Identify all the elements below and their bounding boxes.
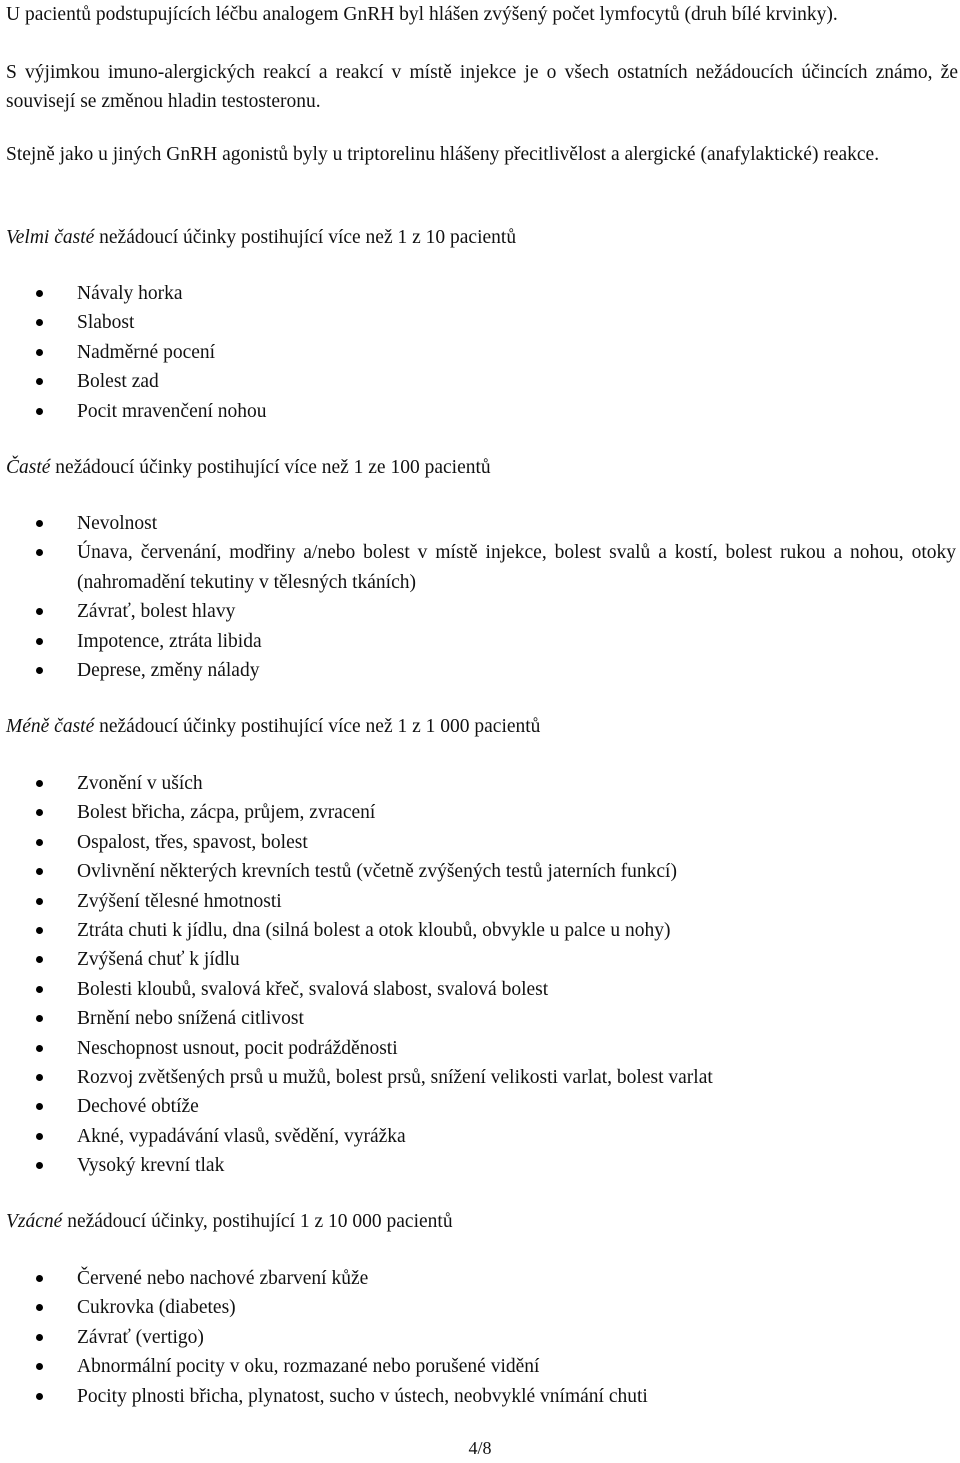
section-heading-common: [6, 453, 958, 482]
bullet-icon: [36, 378, 43, 385]
bullet-icon: [36, 549, 43, 556]
intro-paragraph-testosterone: S výjimkou imuno-alergických reakcí a reakcí v místě injekce je o všech ostatních nežádoucích účincích známo, že souvisejí se změnou hladin testosteronu.: [6, 62, 958, 113]
frequency-label: Velmi časté: [6, 227, 95, 248]
list-item: Zvonění v uších: [6, 769, 958, 798]
list-item: Brnění nebo snížená citlivost: [6, 1004, 958, 1033]
bullet-icon: [36, 1363, 43, 1370]
list-rare: [6, 1264, 958, 1411]
bullet-icon: [36, 956, 43, 963]
list-item: Neschopnost usnout, pocit podrážděnosti: [6, 1034, 958, 1063]
list-item: Akné, vypadávání vlasů, svědění, vyrážka: [6, 1122, 958, 1151]
list-item: Nevolnost: [6, 509, 958, 538]
bullet-icon: [36, 349, 43, 356]
list-item: Impotence, ztráta libida: [6, 627, 958, 656]
list-item: Ovlivnění některých krevních testů (včetně zvýšených testů jaterních funkcí): [6, 857, 958, 886]
bullet-icon: [36, 1074, 43, 1081]
list-item: Závrať, bolest hlavy: [6, 597, 958, 626]
list-item: Slabost: [6, 308, 958, 337]
list-item: Zvýšená chuť k jídlu: [6, 945, 958, 974]
intro-paragraph-hypersensitivity: Stejně jako u jiných GnRH agonistů byly u triptorelinu hlášeny přecitlivělost a alergické (anafylaktické) reakce.: [6, 144, 880, 165]
list-item: Abnormální pocity v oku, rozmazané nebo porušené vidění: [6, 1352, 958, 1381]
bullet-icon: [36, 780, 43, 787]
bullet-icon: [36, 1103, 43, 1110]
list-item: Ztráta chuti k jídlu, dna (silná bolest a otok kloubů, obvykle u palce u nohy): [6, 916, 958, 945]
bullet-icon: [36, 638, 43, 645]
bullet-icon: [36, 927, 43, 934]
bullet-icon: [36, 1133, 43, 1140]
list-item: Deprese, změny nálady: [6, 656, 958, 685]
bullet-icon: [36, 408, 43, 415]
intro-paragraph-lymphocytes: U pacientů podstupujících léčbu analogem GnRH byl hlášen zvýšený počet lymfocytů (druh bílé krvinky).: [6, 4, 838, 25]
bullet-icon: [36, 319, 43, 326]
bullet-icon: [36, 290, 43, 297]
list-item: Nadměrné pocení: [6, 338, 958, 367]
heading-text: nežádoucí účinky, postihující 1 z 10 000 pacientů: [62, 1211, 453, 1232]
list-item: Ospalost, třes, spavost, bolest: [6, 828, 958, 857]
bullet-icon: [36, 608, 43, 615]
list-common: [6, 509, 958, 685]
heading-text: nežádoucí účinky postihující více než 1 ze 100 pacientů: [50, 457, 491, 478]
list-item: Vysoký krevní tlak: [6, 1151, 958, 1180]
list-item: Rozvoj zvětšených prsů u mužů, bolest prsů, snížení velikosti varlat, bolest varlat: [6, 1063, 958, 1092]
list-item: Bolest břicha, zácpa, průjem, zvracení: [6, 798, 958, 827]
list-item: Pocit mravenčení nohou: [6, 397, 958, 426]
list-item: Závrať (vertigo): [6, 1323, 958, 1352]
bullet-icon: [36, 839, 43, 846]
bullet-icon: [36, 667, 43, 674]
list-item: Červené nebo nachové zbarvení kůže: [6, 1264, 958, 1293]
bullet-icon: [36, 1393, 43, 1400]
section-heading-very-common: [6, 223, 958, 252]
bullet-icon: [36, 1275, 43, 1282]
list-item: Bolesti kloubů, svalová křeč, svalová slabost, svalová bolest: [6, 975, 958, 1004]
bullet-icon: [36, 1162, 43, 1169]
bullet-icon: [36, 898, 43, 905]
bullet-icon: [36, 1334, 43, 1341]
list-item: Cukrovka (diabetes): [6, 1293, 958, 1322]
list-item: Únava, červenání, modřiny a/nebo bolest v místě injekce, bolest svalů a kostí, bolest rukou a nohou, otoky (nahromadění tekutiny v tělesných tkáních): [6, 538, 958, 597]
heading-text: nežádoucí účinky postihující více než 1 z 1 000 pacientů: [94, 716, 541, 737]
bullet-icon: [36, 520, 43, 527]
list-item: Pocity plnosti břicha, plynatost, sucho v ústech, neobvyklé vnímání chuti: [6, 1382, 958, 1411]
frequency-label: Časté: [6, 457, 51, 478]
page-number: 4/8: [468, 1438, 492, 1458]
list-uncommon: [6, 769, 958, 1181]
list-item: Návaly horka: [6, 279, 958, 308]
section-heading-uncommon: [6, 712, 958, 741]
section-heading-rare: [6, 1207, 958, 1236]
bullet-icon: [36, 1045, 43, 1052]
bullet-icon: [36, 868, 43, 875]
list-very-common: [6, 279, 958, 426]
list-item: Bolest zad: [6, 367, 958, 396]
heading-text: nežádoucí účinky postihující více než 1 z 10 pacientů: [94, 227, 517, 248]
bullet-icon: [36, 1304, 43, 1311]
bullet-icon: [36, 986, 43, 993]
list-item: Zvýšení tělesné hmotnosti: [6, 887, 958, 916]
bullet-icon: [36, 1015, 43, 1022]
bullet-icon: [36, 809, 43, 816]
frequency-label: Vzácné: [6, 1211, 63, 1232]
list-item: Dechové obtíže: [6, 1092, 958, 1121]
frequency-label: Méně časté: [6, 716, 95, 737]
